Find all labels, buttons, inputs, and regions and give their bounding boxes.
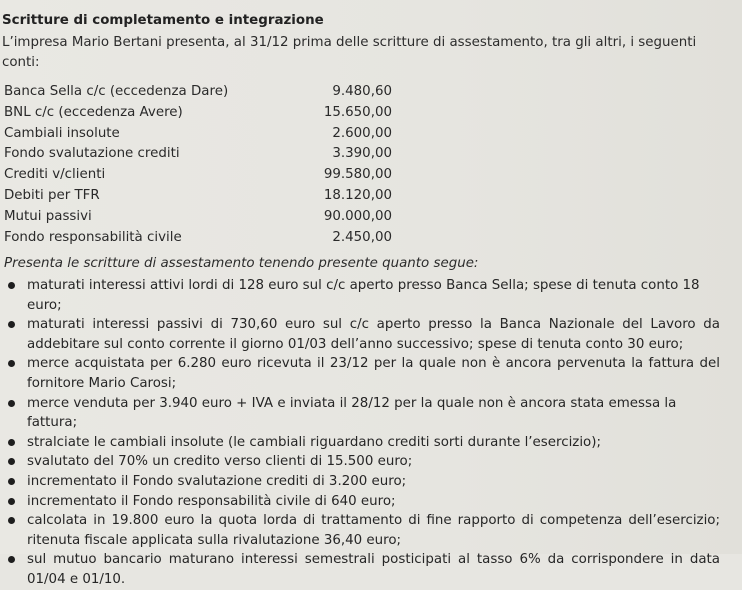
intro-paragraph: L’impresa Mario Bertani presenta, al 31/12 prima delle scritture di assestamento, tra gli altri, i seguenti conti:	[2, 35, 697, 70]
account-name: Crediti v/clienti	[4, 167, 106, 183]
task-item	[0, 276, 720, 315]
bullet-icon	[8, 556, 15, 563]
account-row	[4, 228, 394, 249]
account-amount: 2.600,00	[332, 125, 392, 141]
task-text: merce venduta per 3.940 euro + IVA e inviata il 28/12 per la quale non è ancora stata emessa la fattura;	[27, 395, 677, 431]
task-text: svalutato del 70% un credito verso clienti di 15.500 euro;	[27, 454, 413, 470]
task-list	[0, 276, 720, 590]
bullet-icon	[8, 321, 15, 328]
task-item	[0, 394, 720, 433]
instruction-text: Presenta le scritture di assestamento tenendo presente quanto segue:	[4, 256, 479, 271]
task-text: incrementato il Fondo svalutazione crediti di 3.200 euro;	[27, 473, 407, 489]
account-row	[4, 186, 394, 207]
account-amount: 15.650,00	[323, 104, 392, 120]
bullet-icon	[8, 400, 15, 407]
task-item	[0, 492, 720, 512]
account-amount: 18.120,00	[323, 187, 392, 203]
account-row	[4, 207, 394, 228]
account-row	[4, 144, 394, 165]
bullet-icon	[8, 517, 15, 524]
account-name: Cambiali insolute	[4, 125, 120, 141]
task-text: stralciate le cambiali insolute (le cambiali riguardano crediti sorti durante l’esercizio);	[27, 434, 601, 450]
task-text: merce acquistata per 6.280 euro ricevuta il 23/12 per la quale non è ancora pervenuta la fattura del fornitore Mario Carosi;	[27, 356, 720, 391]
bullet-icon	[8, 282, 15, 289]
task-text: sul mutuo bancario maturano interessi semestrali posticipati al tasso 6% da corrispondere in data 01/04 e 01/10.	[27, 552, 720, 587]
bullet-icon	[8, 439, 15, 446]
task-item	[0, 550, 720, 589]
task-text: calcolata in 19.800 euro la quota lorda di trattamento di fine rapporto di competenza dell’esercizio; ritenuta fiscale applicata sulla rivalutazione 36,40 euro;	[27, 513, 720, 548]
account-amount: 2.450,00	[332, 229, 392, 245]
bullet-icon	[8, 498, 15, 505]
account-name: BNL c/c (eccedenza Avere)	[4, 104, 183, 120]
account-row	[4, 124, 394, 145]
account-amount: 99.580,00	[323, 167, 392, 183]
accounts-table	[4, 82, 394, 248]
account-row	[4, 165, 394, 186]
task-item	[0, 472, 720, 492]
account-row	[4, 82, 394, 103]
task-item	[0, 315, 720, 354]
bullet-icon	[8, 458, 15, 465]
task-text: maturati interessi passivi di 730,60 euro sul c/c aperto presso la Banca Nazionale del Lavoro da addebitare sul conto corrente il giorno 01/03 dell’anno successivo; spese di tenuta conto 30 euro;	[27, 317, 720, 352]
account-name: Fondo responsabilità civile	[4, 229, 182, 245]
account-amount: 90.000,00	[323, 208, 392, 224]
exercise-title: Scritture di completamento e integrazione	[2, 13, 324, 28]
account-row	[4, 103, 394, 124]
account-name: Mutui passivi	[4, 208, 92, 224]
bullet-icon	[8, 478, 15, 485]
task-item	[0, 354, 720, 393]
account-amount: 9.480,60	[332, 84, 392, 99]
account-name: Fondo svalutazione crediti	[4, 146, 180, 162]
task-text: maturati interessi attivi lordi di 128 euro sul c/c aperto presso Banca Sella; spese di tenuta conto 18 euro;	[27, 278, 700, 313]
task-item	[0, 511, 720, 550]
task-text: incrementato il Fondo responsabilità civile di 640 euro;	[27, 493, 396, 509]
account-name: Debiti per TFR	[4, 187, 100, 203]
task-item	[0, 433, 720, 453]
account-name: Banca Sella c/c (eccedenza Dare)	[4, 84, 229, 99]
task-item	[0, 452, 720, 472]
account-amount: 3.390,00	[332, 146, 392, 162]
bullet-icon	[8, 360, 15, 367]
